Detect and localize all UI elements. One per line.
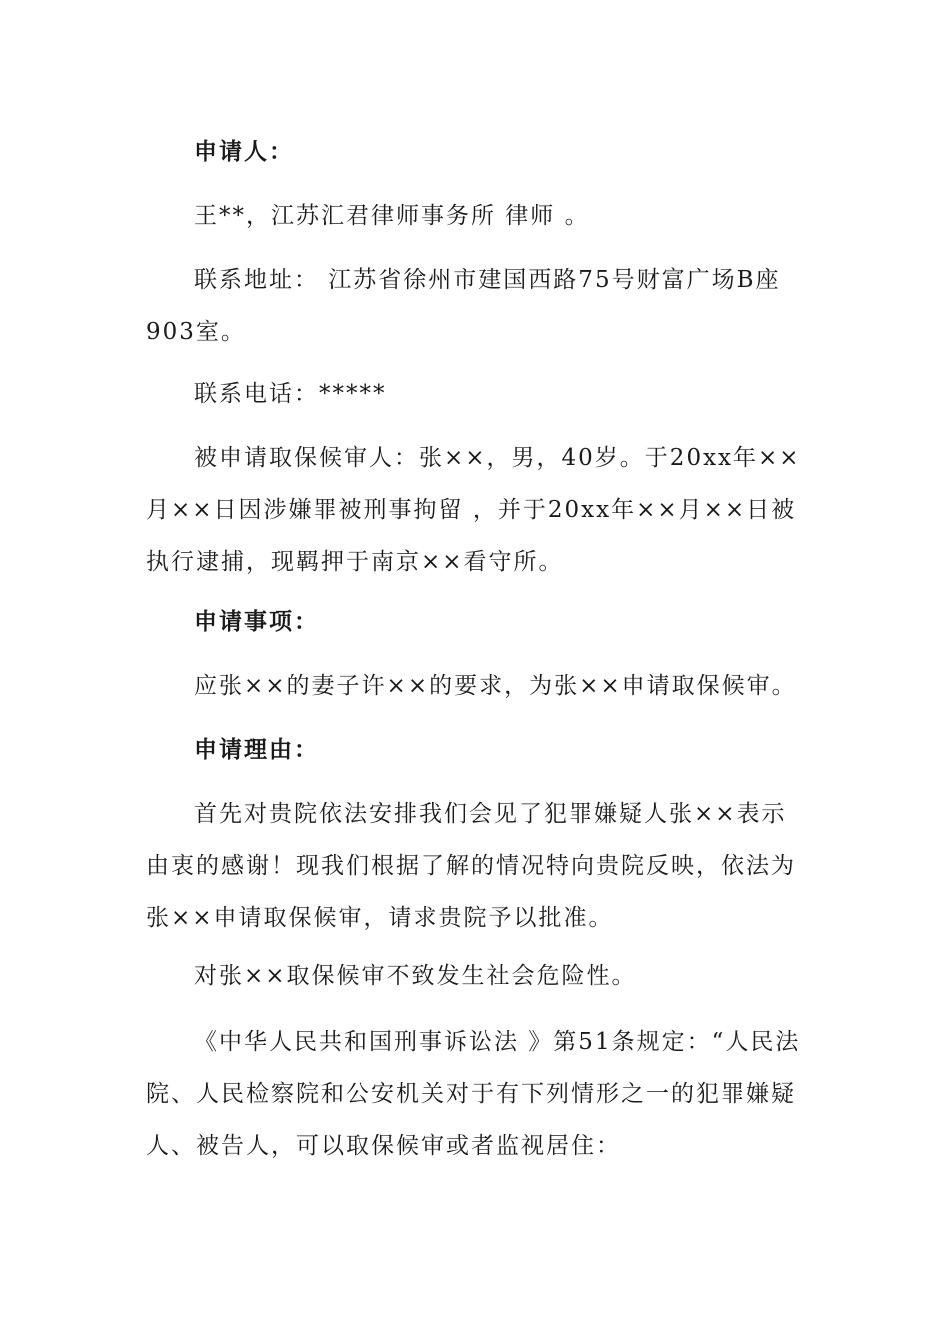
phone-line: 联系电话：***** (194, 381, 387, 407)
applicant-line: 王**，江苏汇君律师事务所 律师 。 (194, 203, 590, 229)
reasons-paragraph-2: 对张××取保候审不致发生社会危险性。 (194, 963, 637, 989)
applicant-heading: 申请人： (194, 138, 294, 165)
reasons-heading: 申请理由： (194, 736, 319, 763)
matters-heading: 申请事项： (194, 608, 319, 635)
reasons-paragraph-1: 首先对贵院依法安排我们会见了犯罪嫌疑人张××表示由衷的感谢！现我们根据了解的情况特向贵院反映，依法为张××申请取保候审，请求贵院予以批准。 (146, 801, 796, 931)
matters-text: 应张××的妻子许××的要求，为张××申请取保候审。 (194, 673, 797, 699)
address-line: 联系地址： 江苏省徐州市建国西路75号财富广场B座903室。 (146, 267, 781, 345)
law-paragraph: 《中华人民共和国刑事诉讼法 》第51条规定：“人民法院、人民检察院和公安机关对于有下列情形之一的犯罪嫌疑人、被告人，可以取保候审或者监视居住： (146, 1029, 801, 1159)
respondent-paragraph: 被申请取保候审人：张××，男，40岁。于20xx年××月××日因涉嫌罪被刑事拘留 ，并于20xx年××月××日被执行逮捕，现羁押于南京××看守所。 (146, 445, 801, 575)
